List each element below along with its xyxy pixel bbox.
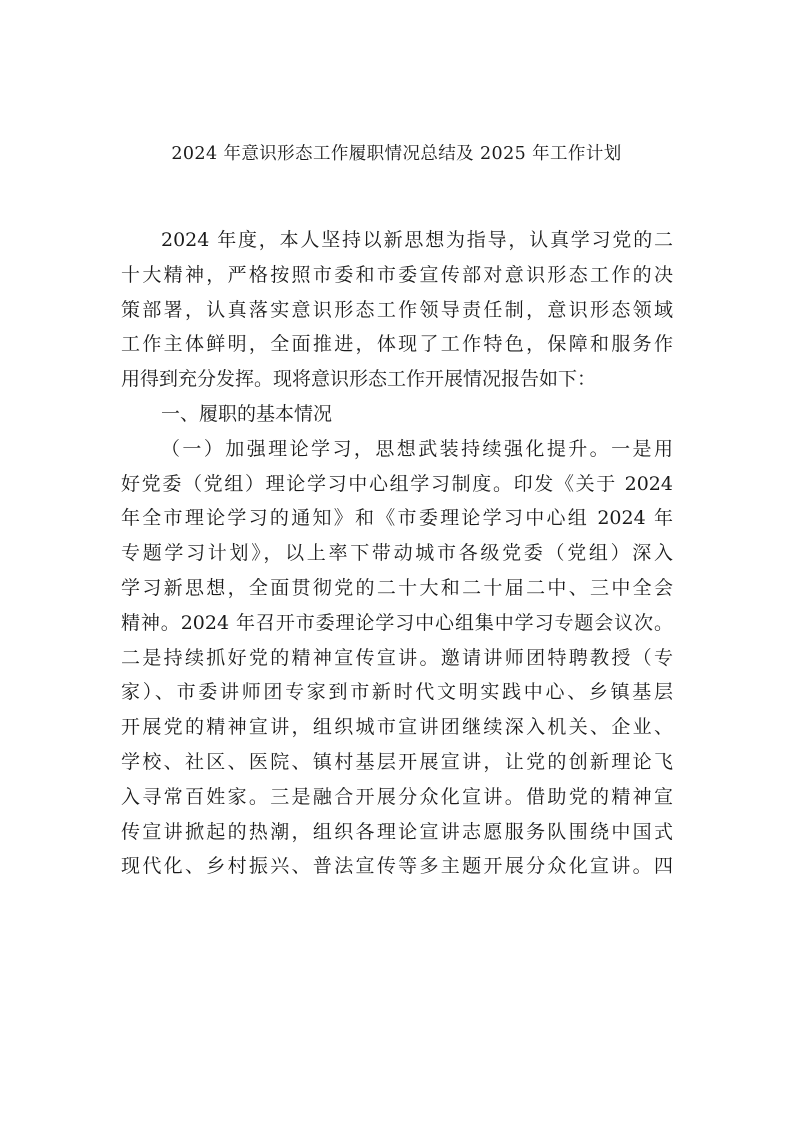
body-line: 学习新思想，全面贯彻党的二十大和二十届二中、三中全会 bbox=[121, 576, 673, 599]
body-line: 学校、社区、医院、镇村基层开展宣讲，让党的创新理论飞 bbox=[121, 750, 673, 773]
body-line: 入寻常百姓家。三是融合开展分众化宣讲。借助党的精神宣 bbox=[121, 785, 673, 808]
section-heading: 一、履职的基本情况 bbox=[161, 402, 333, 425]
body-line: 策部署，认真落实意识形态工作领导责任制，意识形态领域 bbox=[121, 298, 673, 321]
body-line: 好党委（党组）理论学习中心组学习制度。印发《关于 2024 bbox=[121, 472, 673, 495]
body-line: 用得到充分发挥。现将意识形态工作开展情况报告如下： bbox=[121, 368, 597, 391]
body-line: 传宣讲掀起的热潮，组织各理论宣讲志愿服务队围绕中国式 bbox=[121, 820, 673, 843]
body-line: 工作主体鲜明，全面推进，体现了工作特色，保障和服务作 bbox=[121, 333, 673, 356]
body-line: （一）加强理论学习，思想武装持续强化提升。一是用 bbox=[161, 437, 673, 460]
body-line: 十大精神，严格按照市委和市委宣传部对意识形态工作的决 bbox=[121, 263, 673, 286]
document-title: 2024 年意识形态工作履职情况总结及 2025 年工作计划 bbox=[171, 144, 622, 164]
body-line: 现代化、乡村振兴、普法宣传等多主题开展分众化宣讲。四 bbox=[121, 855, 673, 878]
body-line: 2024 年度，本人坚持以新思想为指导，认真学习党的二 bbox=[161, 229, 673, 251]
body-line: 开展党的精神宣讲，组织城市宣讲团继续深入机关、企业、 bbox=[121, 716, 673, 739]
body-line: 家）、市委讲师团专家到市新时代文明实践中心、乡镇基层 bbox=[121, 681, 673, 704]
document-body bbox=[121, 223, 673, 884]
body-line: 精神。2024 年召开市委理论学习中心组集中学习专题会议次。 bbox=[121, 611, 673, 634]
body-line: 二是持续抓好党的精神宣传宣讲。邀请讲师团特聘教授（专 bbox=[121, 646, 673, 669]
body-line: 年全市理论学习的通知》和《市委理论学习中心组 2024 年 bbox=[121, 507, 673, 530]
body-line: 专题学习计划》，以上率下带动城市各级党委（党组）深入 bbox=[121, 542, 673, 565]
